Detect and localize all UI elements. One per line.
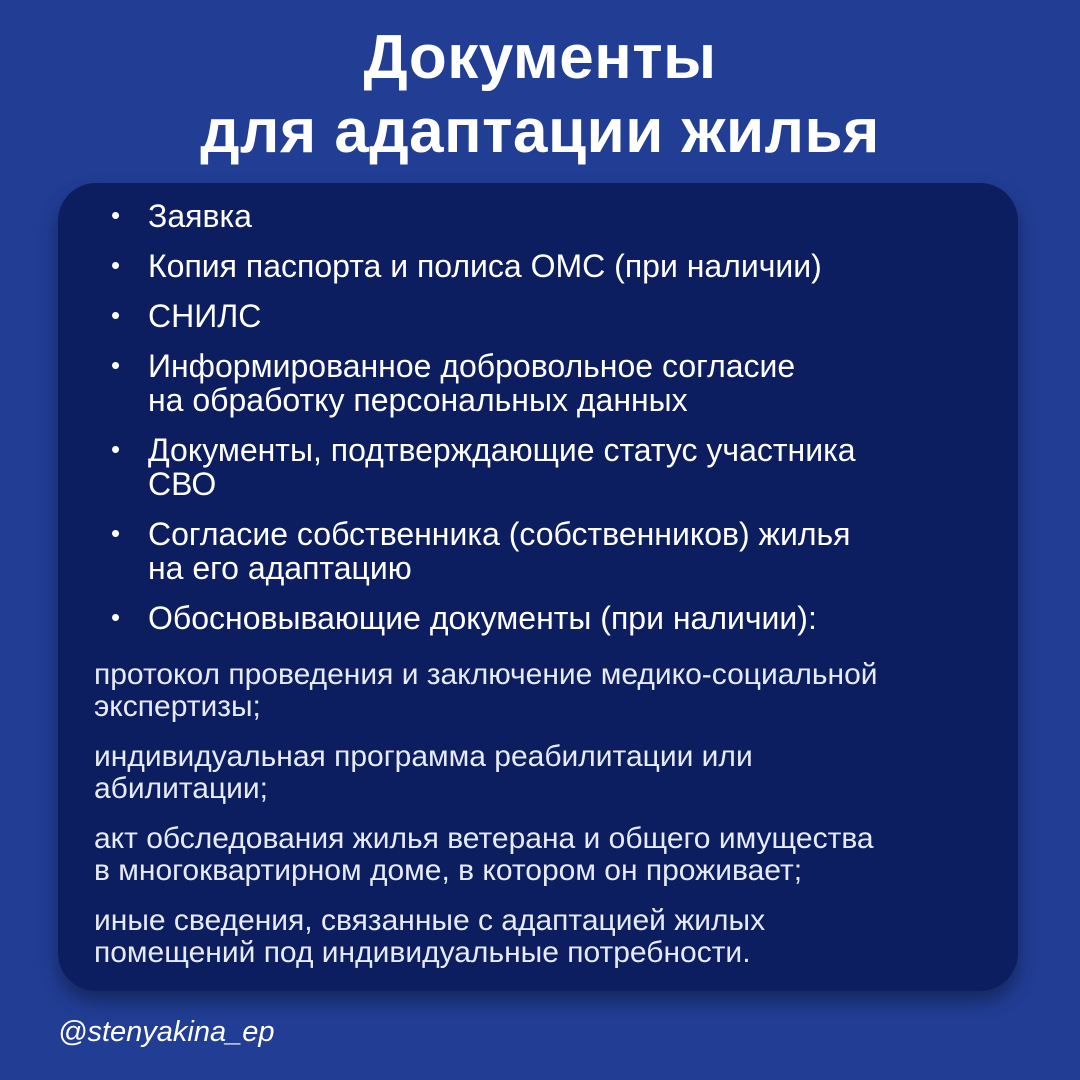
sub-list-item-text: индивидуальная программа реабилитации или <box>94 740 753 773</box>
list-item-text-continued: на обработку персональных данных <box>148 382 688 418</box>
list-item <box>111 516 988 586</box>
list-item-text: Согласие собственника (собственников) жилья <box>148 516 851 552</box>
list-item-text: Информированное добровольное согласие <box>148 348 796 384</box>
list-item-text-continued: СВО <box>148 466 217 502</box>
list-item-text: Обосновывающие документы (при наличии): <box>148 600 817 636</box>
bullet-icon: • <box>111 300 121 330</box>
documents-list <box>111 198 988 651</box>
sub-list-item <box>94 905 1004 969</box>
list-item-text: Копия паспорта и полиса ОМС (при наличии) <box>148 248 822 284</box>
supporting-documents-list <box>94 659 1004 987</box>
list-item <box>111 198 988 234</box>
list-item-text: СНИЛС <box>148 298 262 334</box>
sub-list-item-text-continued: помещений под индивидуальные потребности. <box>94 936 751 969</box>
sub-list-item-text-continued: экспертизы; <box>94 690 261 723</box>
sub-list-item <box>94 823 1004 887</box>
list-item <box>111 600 988 636</box>
list-item-text-continued: на его адаптацию <box>148 550 412 586</box>
sub-list-item <box>94 741 1004 805</box>
sub-list-item-text: акт обследования жилья ветерана и общего имущества <box>94 822 874 855</box>
documents-panel <box>58 183 1018 991</box>
sub-list-item <box>94 659 1004 723</box>
list-item-text: Документы, подтверждающие статус участника <box>148 432 856 468</box>
list-item <box>111 432 988 502</box>
page-title-line-1: Документы <box>363 23 717 92</box>
list-item-text: Заявка <box>148 198 252 234</box>
list-item <box>111 348 988 418</box>
page-title-line-2: для адаптации жилья <box>200 97 880 166</box>
list-item <box>111 298 988 334</box>
bullet-icon: • <box>111 350 121 380</box>
sub-list-item-text-continued: абилитации; <box>94 772 269 805</box>
bullet-icon: • <box>111 602 121 632</box>
bullet-icon: • <box>111 518 121 548</box>
bullet-icon: • <box>111 434 121 464</box>
sub-list-item-text: протокол проведения и заключение медико-социальной <box>94 658 878 691</box>
page-title <box>0 22 1080 168</box>
bullet-icon: • <box>111 250 121 280</box>
sub-list-item-text-continued: в многоквартирном доме, в котором он проживает; <box>94 854 803 887</box>
sub-list-item-text: иные сведения, связанные с адаптацией жилых <box>94 904 766 937</box>
bullet-icon: • <box>111 200 121 230</box>
author-handle: @stenyakina_ep <box>58 1016 275 1048</box>
list-item <box>111 248 988 284</box>
